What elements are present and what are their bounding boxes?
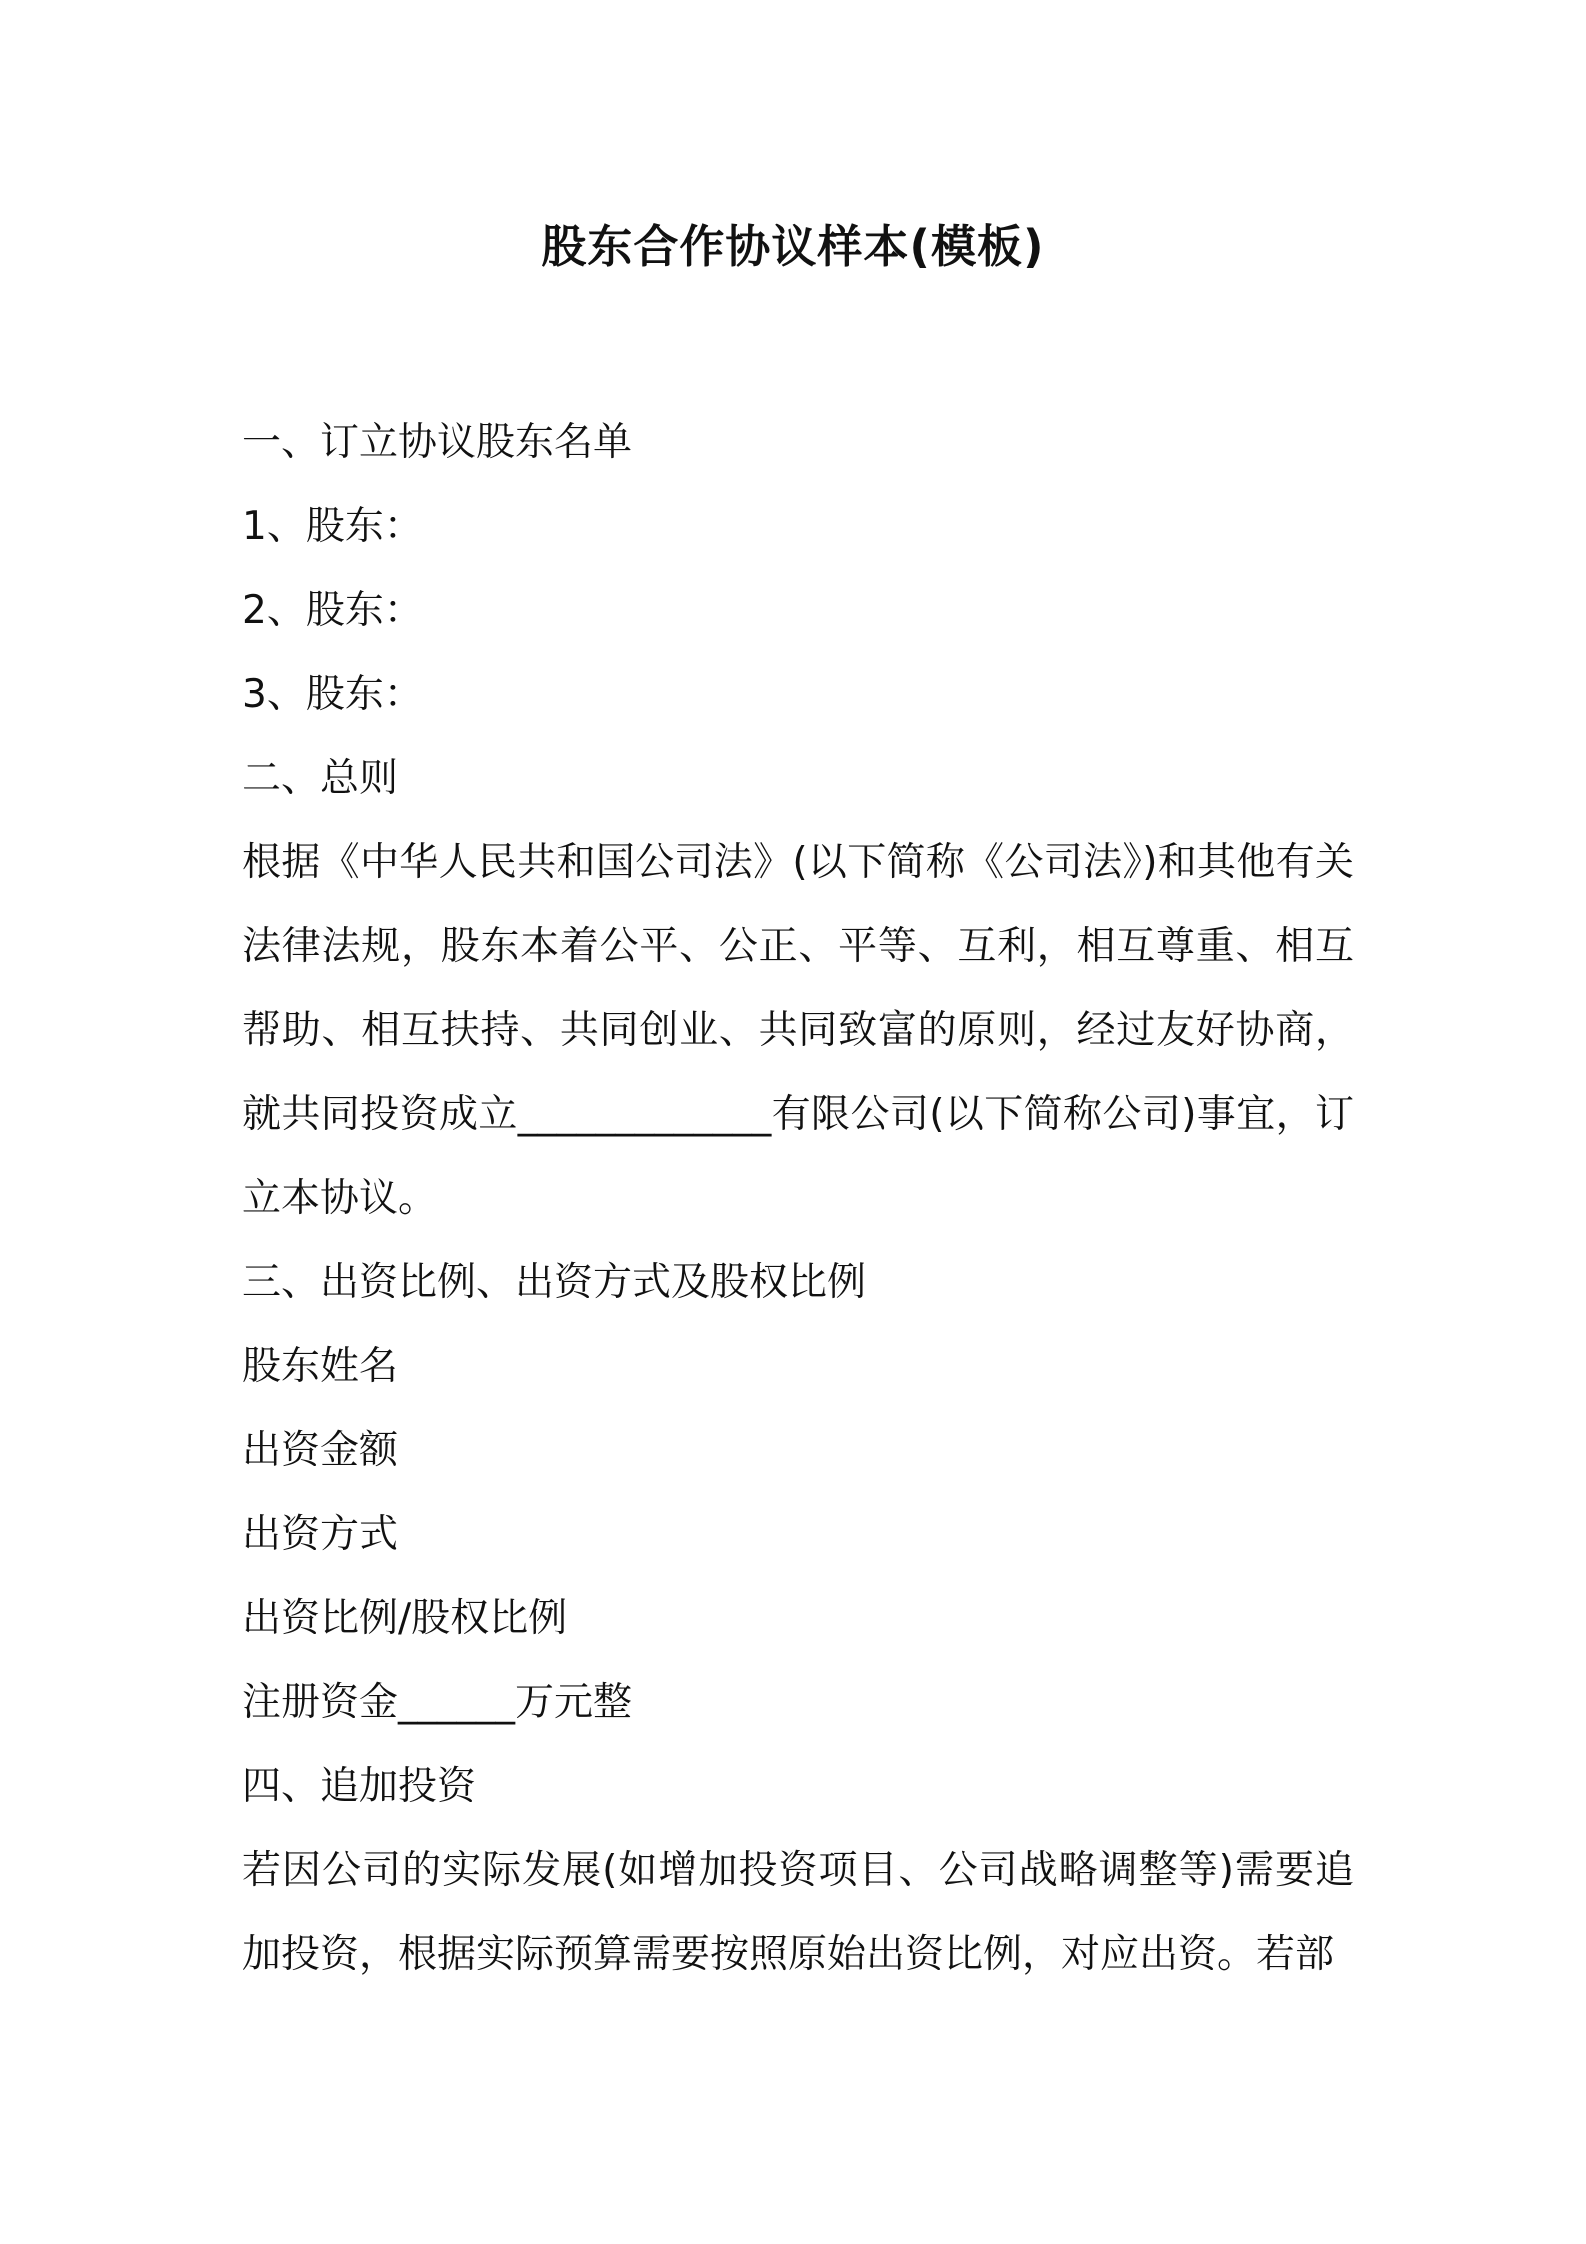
field-contribution-method: 出资方式 [242, 1512, 399, 1557]
document-title: 股东合作协议样本(模板) [541, 220, 1045, 273]
general-provisions-paragraph: 根据《中华人民共和国公司法》(以下简称《公司法》)和其他有关法律法规，股东本着公平、公正、平等、互利，相互尊重、相互帮助、相互扶持、共同创业、共同致富的原则，经过友好协商，就共同投资成立_____________有限公司(以下简称公司)事宜，订立本协议。 [242, 840, 1354, 1221]
section-heading-additional-investment: 四、追加投资 [242, 1764, 477, 1809]
additional-investment-paragraph: 若因公司的实际发展(如增加投资项目、公司战略调整等)需要追加投资，根据实际预算需要按照原始出资比例，对应出资。若部 [242, 1848, 1354, 1977]
field-contribution-amount: 出资金额 [242, 1428, 399, 1473]
section-heading-general-provisions: 二、总则 [242, 756, 399, 801]
field-contribution-ratio: 出资比例/股权比例 [242, 1596, 568, 1641]
field-shareholder-name: 股东姓名 [242, 1344, 399, 1389]
field-registered-capital: 注册资金______万元整 [242, 1680, 633, 1725]
shareholder-line-1: 1、股东： [242, 504, 423, 549]
section-heading-capital-contribution: 三、出资比例、出资方式及股权比例 [242, 1260, 867, 1305]
shareholder-line-2: 2、股东： [242, 588, 423, 633]
section-heading-shareholder-list: 一、订立协议股东名单 [242, 420, 633, 465]
shareholder-line-3: 3、股东： [242, 672, 423, 717]
document-body [242, 401, 1354, 1997]
